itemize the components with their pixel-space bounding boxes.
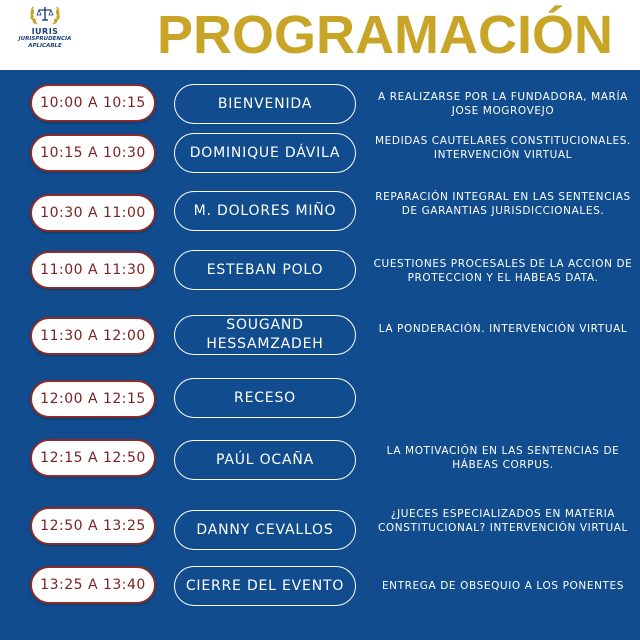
- speaker-name: DANNY CEVALLOS: [174, 510, 356, 550]
- session-description: ENTREGA DE OBSEQUIO A LOS PONENTES: [381, 580, 625, 592]
- session-description: A REALIZARSE POR LA FUNDADORA, MARÍA JOSE MOGROVEJO: [378, 91, 628, 117]
- time-slot: 13:25 A 13:40: [30, 566, 156, 604]
- session-description: LA PONDERACIÓN. INTERVENCIÓN VIRTUAL: [378, 323, 628, 335]
- time-slot: 10:00 A 10:15: [30, 84, 156, 122]
- iuris-logo: [14, 4, 76, 50]
- time-slot: 10:30 A 11:00: [30, 194, 156, 232]
- session-description: MEDIDAS CAUTELARES CONSTITUCIONALES. INTERVENCIÓN VIRTUAL: [375, 135, 631, 161]
- header: [0, 0, 640, 70]
- session-description: LA MOTIVACIÓN EN LAS SENTENCIAS DE HÁBEAS CORPUS.: [386, 445, 620, 471]
- page-title: PROGRAMACIÓN: [157, 5, 613, 65]
- speaker-name: DOMINIQUE DÁVILA: [174, 133, 356, 173]
- logo-subtitle-2: APLICABLE: [28, 43, 62, 49]
- speaker-name: RECESO: [174, 378, 356, 418]
- time-slot: 10:15 A 10:30: [30, 134, 156, 172]
- time-slot: 11:00 A 11:30: [30, 251, 156, 289]
- speaker-name: PAÚL OCAÑA: [174, 440, 356, 480]
- speaker-name: SOUGAND HESSAMZADEH: [174, 315, 356, 355]
- time-slot: 12:50 A 13:25: [30, 507, 156, 545]
- time-slot: 12:15 A 12:50: [30, 439, 156, 477]
- speaker-name: ESTEBAN POLO: [174, 250, 356, 290]
- session-description: CUESTIONES PROCESALES DE LA ACCION DE PROTECCION Y EL HABEAS DATA.: [373, 258, 633, 284]
- logo-subtitle-1: JURISPRUDENCIA: [18, 36, 72, 42]
- speaker-name: CIERRE DEL EVENTO: [174, 566, 356, 606]
- laurel-scales-icon: [28, 4, 62, 26]
- session-description: ¿JUECES ESPECIALIZADOS EN MATERIA CONSTITUCIONAL? INTERVENCIÓN VIRTUAL: [377, 508, 629, 534]
- speaker-name: BIENVENIDA: [174, 84, 356, 124]
- time-slot: 11:30 A 12:00: [30, 317, 156, 355]
- time-slot: 12:00 A 12:15: [30, 380, 156, 418]
- session-description: REPARACIÓN INTEGRAL EN LAS SENTENCIAS DE GARANTIAS JURISDICCIONALES.: [375, 191, 631, 217]
- speaker-name: M. DOLORES MIÑO: [174, 191, 356, 231]
- logo-name: IURIS: [31, 27, 59, 36]
- schedule-panel: [0, 70, 640, 640]
